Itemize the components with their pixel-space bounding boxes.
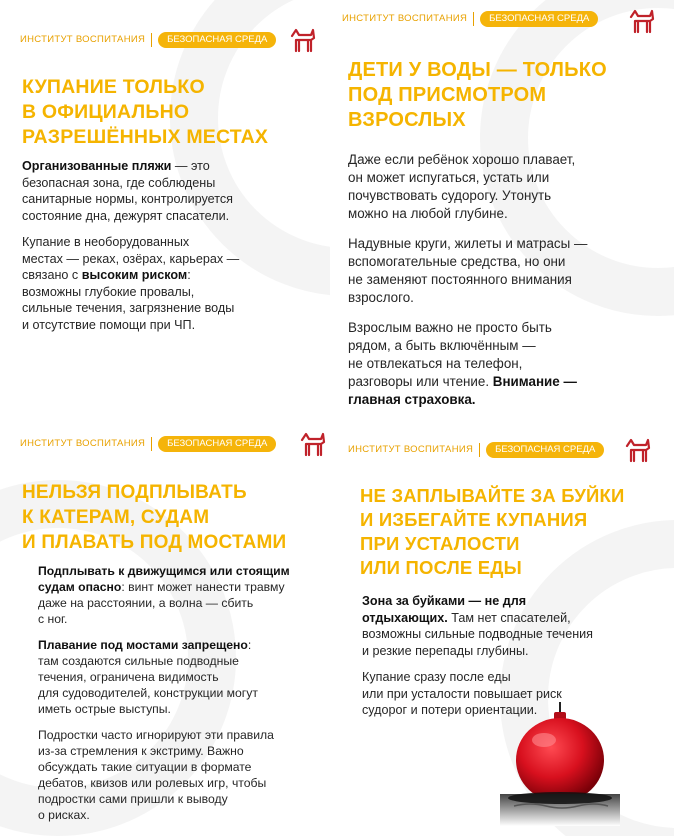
- paragraph: [348, 319, 668, 409]
- bold-text: высоким риском: [81, 268, 188, 282]
- text: : возможны глубокие провалы, сильные течения, загрязнение воды и отсутствие помощи при ЧП.: [22, 268, 235, 332]
- paragraph: [22, 234, 322, 333]
- card-title: ДЕТИ У ВОДЫ — ТОЛЬКО ПОД ПРИСМОТРОМ ВЗРОСЛЫХ: [348, 59, 607, 131]
- buoy-image: [500, 702, 620, 826]
- paragraph: [38, 563, 328, 627]
- paragraph: Надувные круги, жилеты и матрасы — вспомогательные средства, но они не заменяют постоянного внимания взрослого.: [348, 236, 588, 305]
- card-header: [348, 438, 604, 462]
- bold-text: Плавание под мостами запрещено: [38, 638, 248, 652]
- paragraph: [22, 158, 322, 224]
- text: Купание в необорудованных местах — реках, озёрах, карьерах — связано с: [22, 235, 240, 282]
- horse-icon: [297, 430, 327, 458]
- card-boats-bridges: [0, 410, 330, 836]
- tag-pill: БЕЗОПАСНАЯ СРЕДА: [480, 11, 598, 27]
- text: Взрослым важно не просто быть рядом, а быть включённым — не отвлекаться на телефон, разговоры или чтение.: [348, 320, 552, 389]
- bold-text: Внимание — главная страховка.: [348, 374, 577, 407]
- card-title: КУПАНИЕ ТОЛЬКО В ОФИЦИАЛЬНО РАЗРЕШЁННЫХ МЕСТАХ: [22, 76, 269, 148]
- card-bathing-places: [0, 0, 330, 410]
- card-header: [20, 432, 276, 456]
- tag-pill: БЕЗОПАСНАЯ СРЕДА: [158, 436, 276, 452]
- card-title: НЕ ЗАПЛЫВАЙТЕ ЗА БУЙКИ И ИЗБЕГАЙТЕ КУПАНИЯ ПРИ УСТАЛОСТИ ИЛИ ПОСЛЕ ЕДЫ: [360, 485, 625, 578]
- paragraph: [38, 637, 328, 717]
- tag-pill: БЕЗОПАСНАЯ СРЕДА: [486, 442, 604, 458]
- horse-icon: [622, 436, 652, 464]
- tag-pill: БЕЗОПАСНАЯ СРЕДА: [158, 32, 276, 48]
- card-title: НЕЛЬЗЯ ПОДПЛЫВАТЬ К КАТЕРАМ, СУДАМ И ПЛАВАТЬ ПОД МОСТАМИ: [22, 482, 287, 553]
- card-body: [22, 158, 322, 343]
- text: : винт может нанести травму даже на расстоянии, а волна — сбить с ног.: [38, 580, 285, 626]
- card-supervision: [330, 0, 674, 410]
- card-body: [348, 151, 668, 410]
- card-header: [20, 28, 276, 52]
- text: Там нет спасателей, возможны сильные подводные течения и резкие перепады глубины.: [362, 610, 594, 658]
- text: : там создаются сильные подводные течения, ограничена видимость для судоводителей, конструкции могут иметь острые выступы.: [38, 638, 258, 716]
- card-buoys: [330, 410, 674, 836]
- bold-text: Зона за буйками — не для отдыхающих.: [362, 594, 527, 625]
- paragraph: Купание сразу после еды или при усталости повышает риск судорог и потери ориентации.: [362, 670, 562, 717]
- horse-icon: [626, 7, 656, 35]
- paragraph: Подростки часто игнорируют эти правила из-за стремления к экстриму. Важно обсуждать такие ситуации в формате дебатов, квизов или ролевых игр, чтобы подростки сами пришли к выводу о рисках.: [38, 728, 274, 822]
- bold-text: Подплывать к движущимся или стоящим судам опасно: [38, 564, 290, 594]
- text: — это безопасная зона, где соблюдены санитарные нормы, контролируется состояние дна, дежурят спасатели.: [22, 159, 233, 223]
- bold-text: Организованные пляжи: [22, 159, 172, 173]
- brand-label: ИНСТИТУТ ВОСПИТАНИЯ: [342, 12, 474, 26]
- brand-label: ИНСТИТУТ ВОСПИТАНИЯ: [348, 443, 480, 457]
- horse-icon: [287, 26, 317, 54]
- paragraph: [362, 593, 662, 659]
- card-header: [342, 7, 598, 31]
- brand-label: ИНСТИТУТ ВОСПИТАНИЯ: [20, 437, 152, 451]
- paragraph: Даже если ребёнок хорошо плавает, он может испугаться, устать или почувствовать судорогу. Утонуть можно на любой глубине.: [348, 152, 576, 221]
- card-body: [38, 563, 328, 833]
- brand-label: ИНСТИТУТ ВОСПИТАНИЯ: [20, 33, 152, 47]
